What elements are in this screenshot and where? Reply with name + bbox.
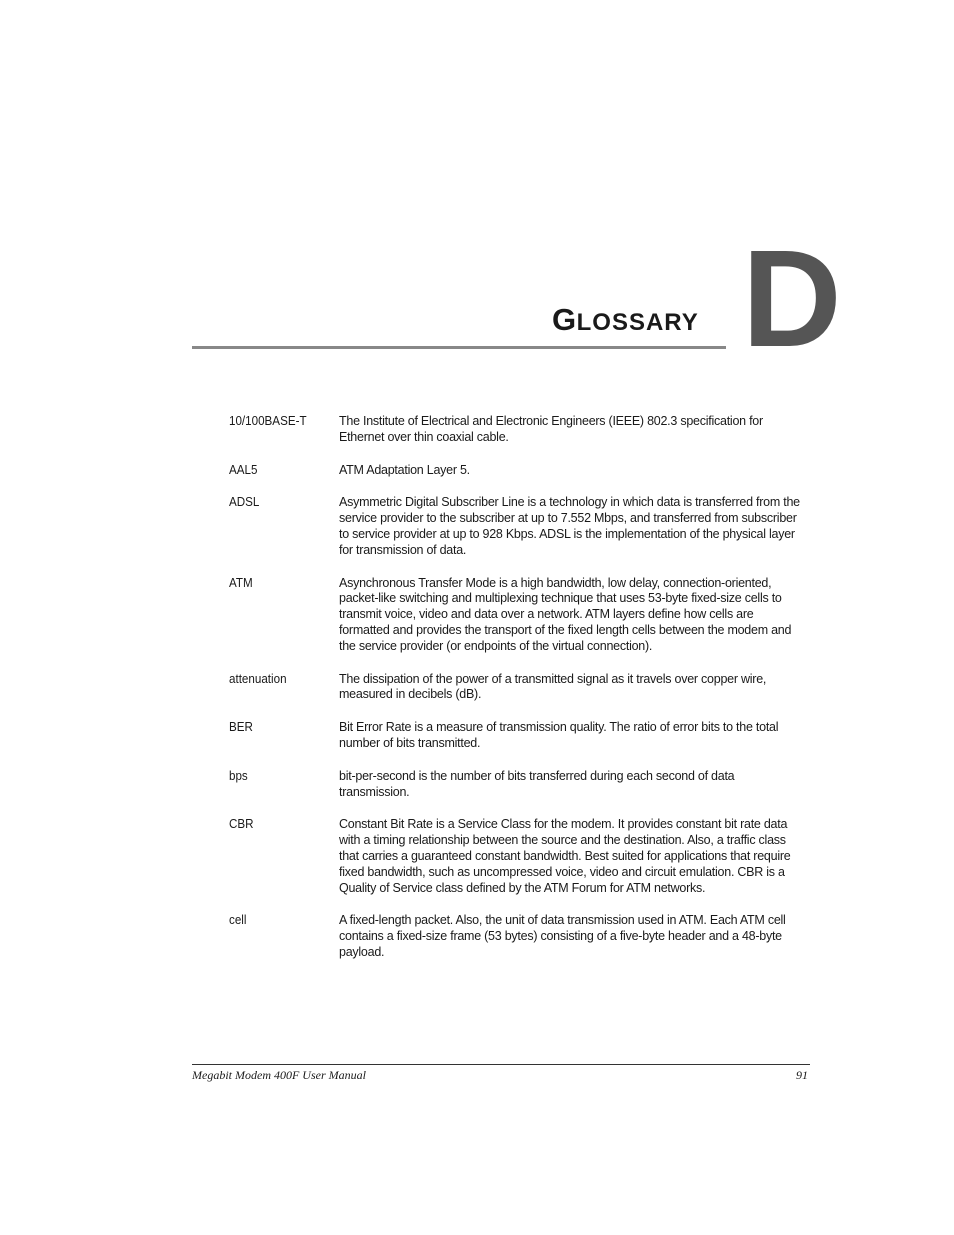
glossary-term: ATM [229, 575, 253, 590]
glossary-definition: The dissipation of the power of a transmitted signal as it travels over copper wire, measured in decibels (dB). [339, 671, 767, 702]
glossary-definition: ATM Adaptation Layer 5. [339, 462, 470, 477]
glossary-entry-attenuation [229, 672, 809, 704]
glossary-entry-cell [229, 913, 809, 960]
title-divider [192, 346, 726, 349]
glossary-definition: The Institute of Electrical and Electronic Engineers (IEEE) 802.3 specification for Ethernet over thin coaxial cable. [339, 414, 763, 444]
glossary-definition: Constant Bit Rate is a Service Class for the modem. It provides constant bit rate data with a timing relationship between the source and the destination. Also, a traffic class that carries a guaranteed constant bandwidth. Best suited for applications that require fixed bandwidth, such as uncompressed voice, video and circuit emulation. CBR is a Quality of Service class defined by the ATM Forum for ATM networks. [339, 817, 791, 895]
glossary-term: CBR [229, 817, 254, 832]
chapter-title-initial: G [552, 302, 577, 337]
footer-divider [192, 1064, 810, 1065]
glossary-entry-ber [229, 720, 809, 752]
glossary-entry-aal5 [229, 463, 809, 479]
glossary-definition: bit-per-second is the number of bits transferred during each second of data transmission. [339, 768, 735, 799]
glossary-term: attenuation [229, 671, 287, 686]
glossary-term: cell [229, 913, 247, 928]
glossary-list [229, 414, 809, 978]
glossary-term: ADSL [229, 495, 260, 510]
chapter-title-rest: LOSSARY [576, 309, 699, 336]
glossary-definition: Asymmetric Digital Subscriber Line is a technology in which data is transferred from the service provider to the subscriber at up to 7.552 Mbps, and transferred from subscriber to service provider at up to 928 Kbps. ADSL is the implementation of the physical layer for transmission of data. [339, 495, 800, 557]
glossary-definition: Bit Error Rate is a measure of transmission quality. The ratio of error bits to the total number of bits transmitted. [339, 720, 779, 750]
chapter-title [552, 300, 699, 343]
glossary-entry-adsl [229, 495, 809, 558]
glossary-entry-10-100base-t [229, 414, 809, 446]
glossary-entry-bps [229, 769, 809, 801]
chapter-letter: D [742, 222, 842, 376]
glossary-definition: A fixed-length packet. Also, the unit of data transmission used in ATM. Each ATM cell contains a fixed-size frame (53 bytes) consisting of a five-byte header and a 48-byte payload. [339, 913, 786, 959]
footer-manual-title: Megabit Modem 400F User Manual [192, 1068, 366, 1082]
glossary-entry-cbr [229, 817, 809, 896]
glossary-term: BER [229, 720, 253, 735]
glossary-term: bps [229, 768, 248, 783]
glossary-entry-atm [229, 576, 809, 655]
glossary-definition: Asynchronous Transfer Mode is a high bandwidth, low delay, connection-oriented, packet-like switching and multiplexing technique that uses 53-byte fixed-size cells to transmit voice, video and data over a network. ATM layers define how cells are formatted and provides the transport of the fixed length cells between the modem and the service provider (or endpoints of the virtual connection). [339, 575, 792, 653]
glossary-term: 10/100BASE-T [229, 414, 307, 428]
glossary-term: AAL5 [229, 462, 258, 477]
footer-page-number: 91 [796, 1068, 808, 1082]
